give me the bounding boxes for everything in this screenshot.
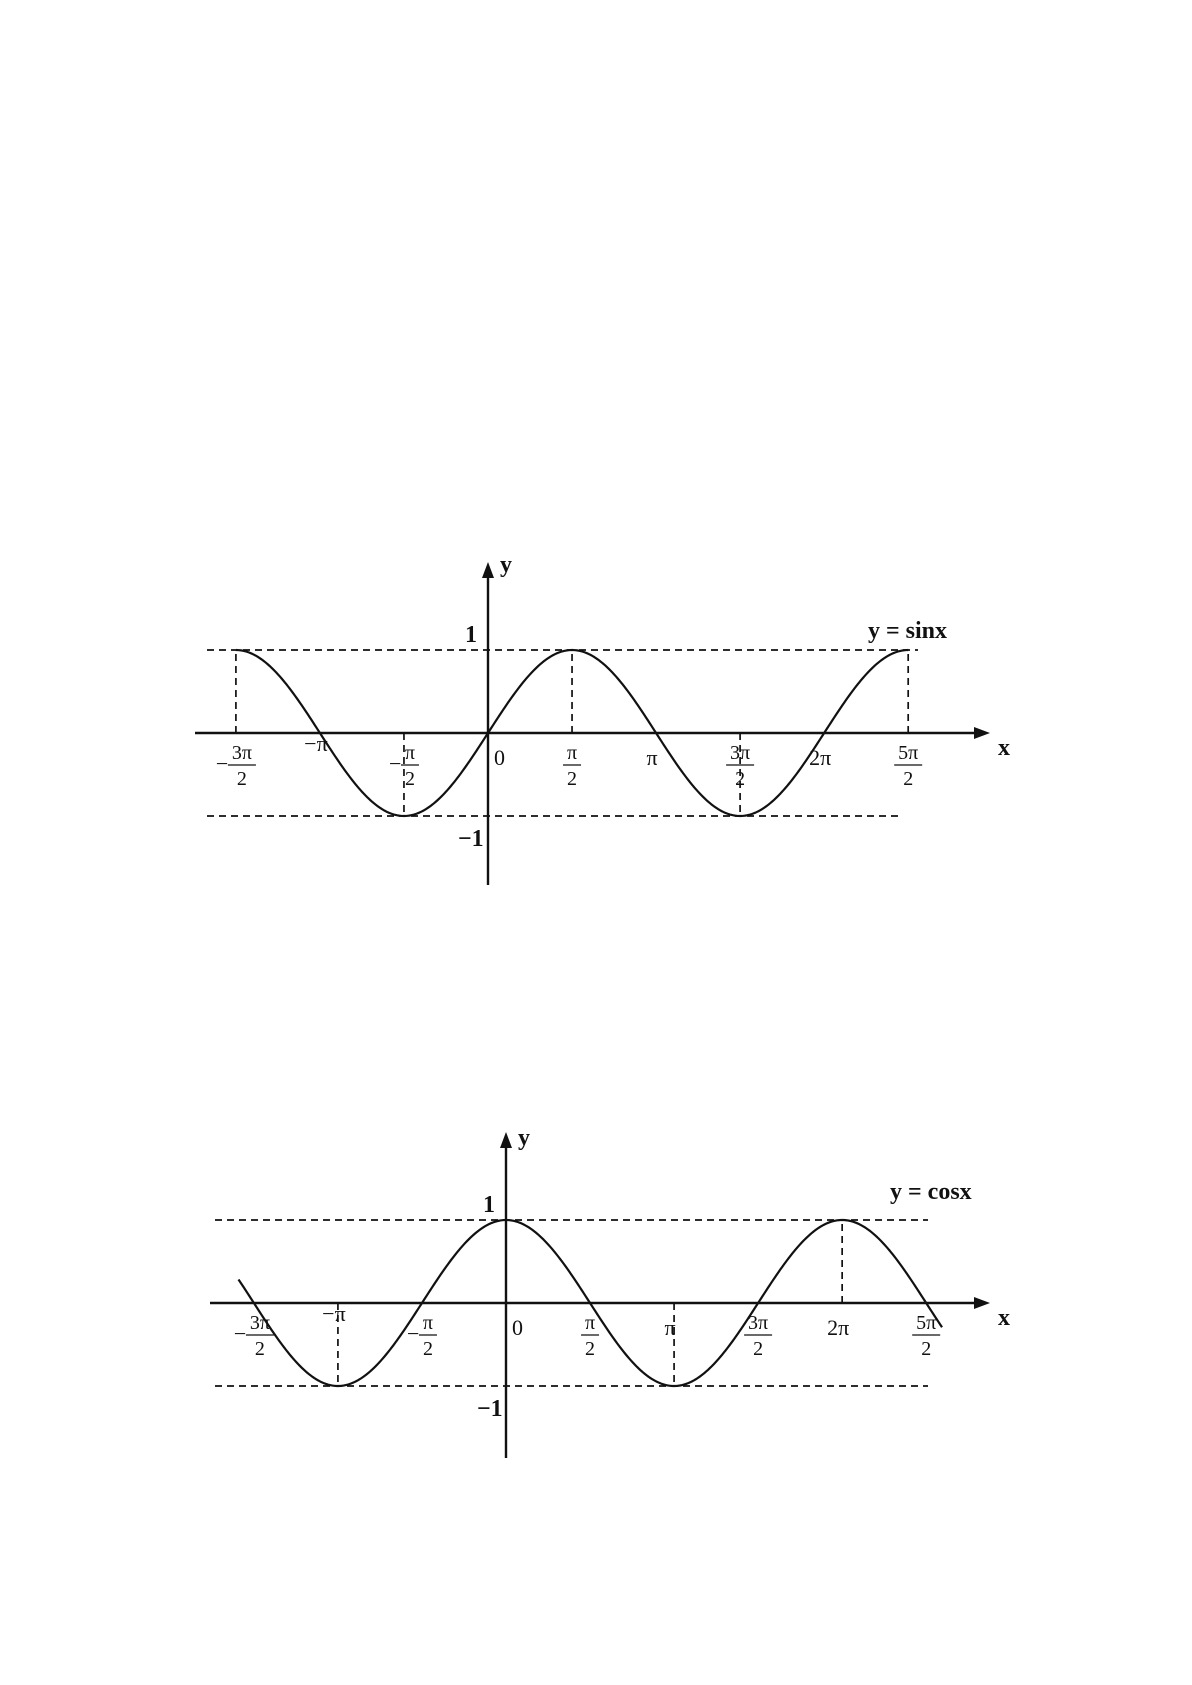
x-tick-sign: −: [388, 751, 402, 776]
x-tick-label: π: [664, 1315, 676, 1340]
x-tick-denominator: 2: [236, 768, 247, 790]
x-tick-numerator: 3π: [249, 1312, 270, 1334]
x-tick-sign: −: [233, 1321, 247, 1346]
x-axis-label: x: [998, 1305, 1010, 1331]
x-axis-arrow-icon: [974, 727, 990, 739]
y-tick-label: −1: [458, 826, 484, 852]
cosine-graph: [0, 1110, 1192, 1480]
x-tick-numerator: 3π: [730, 742, 751, 764]
x-tick-denominator: 2: [567, 768, 578, 790]
y-axis-label: y: [518, 1125, 530, 1151]
y-tick-label: 1: [483, 1192, 495, 1218]
x-tick-sign: −: [406, 1321, 420, 1346]
x-tick-label: −π: [322, 1301, 346, 1326]
x-tick-denominator: 2: [254, 1338, 265, 1360]
sine-graph-svg: [0, 540, 1192, 900]
x-tick-numerator: π: [422, 1312, 434, 1334]
y-axis-arrow-icon: [500, 1132, 512, 1148]
sine-graph: [0, 540, 1192, 900]
x-tick-label: π: [646, 745, 658, 770]
y-tick-label: −1: [477, 1396, 503, 1422]
x-tick-numerator: 5π: [916, 1312, 937, 1334]
x-tick-denominator: 2: [903, 768, 914, 790]
x-axis-arrow-icon: [974, 1297, 990, 1309]
x-axis-label: x: [998, 735, 1010, 761]
x-tick-denominator: 2: [753, 1338, 764, 1360]
x-tick-denominator: 2: [404, 768, 415, 790]
x-tick-label: 0: [494, 745, 505, 770]
cosine-graph-svg: [0, 1110, 1192, 1480]
x-tick-denominator: 2: [921, 1338, 932, 1360]
y-axis-label: y: [500, 552, 512, 578]
x-tick-numerator: 5π: [898, 742, 919, 764]
series-label: y = sinx: [868, 618, 948, 644]
x-tick-numerator: π: [566, 742, 578, 764]
x-tick-numerator: 3π: [231, 742, 252, 764]
x-tick-label: 2π: [809, 745, 832, 770]
x-tick-label: 2π: [827, 1315, 850, 1340]
x-tick-sign: −: [215, 751, 229, 776]
x-tick-denominator: 2: [735, 768, 746, 790]
x-tick-numerator: π: [404, 742, 416, 764]
series-label: y = cosx: [890, 1179, 972, 1205]
x-tick-numerator: π: [584, 1312, 596, 1334]
y-tick-label: 1: [465, 622, 477, 648]
x-tick-denominator: 2: [422, 1338, 433, 1360]
x-tick-label: −π: [304, 731, 328, 756]
x-tick-denominator: 2: [585, 1338, 596, 1360]
y-axis-arrow-icon: [482, 562, 494, 578]
x-tick-numerator: 3π: [748, 1312, 769, 1334]
x-tick-label: 0: [512, 1315, 523, 1340]
